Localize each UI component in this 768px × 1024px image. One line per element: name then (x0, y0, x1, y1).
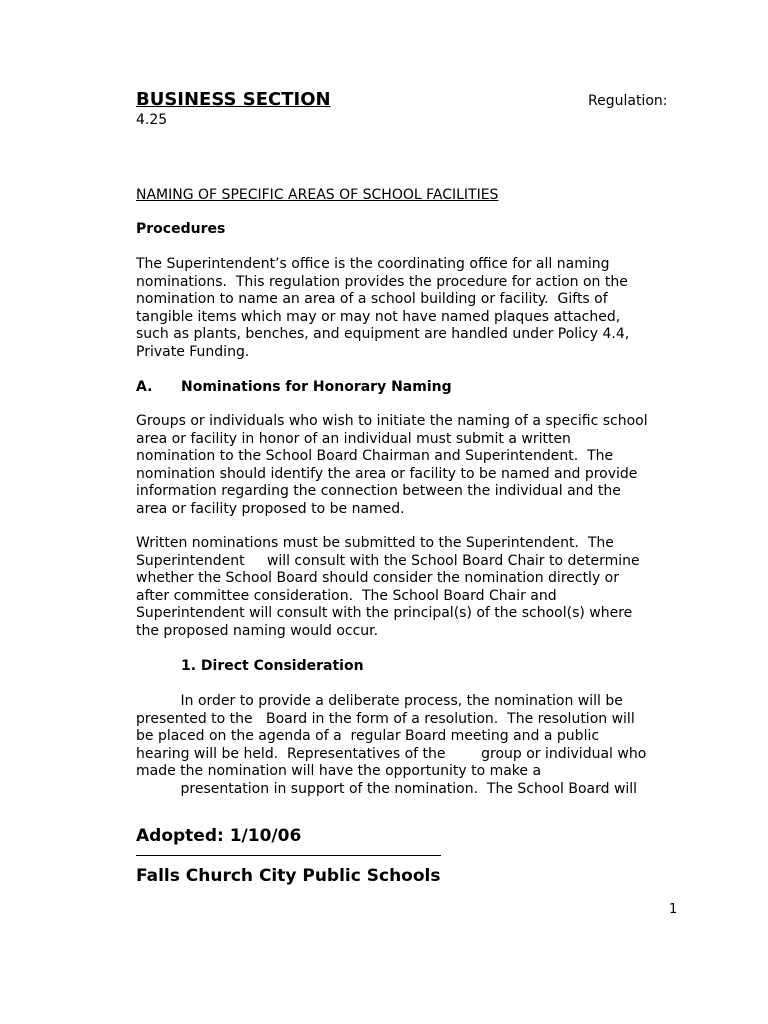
paragraph-line: Written nominations must be submitted to the Superintendent. The (136, 535, 614, 551)
paragraph-line: such as plants, benches, and equipment are handled under Policy 4.4, (136, 326, 630, 342)
paragraph-line: nomination to name an area of a school building or facility. Gifts of (136, 291, 608, 307)
procedures-heading: Procedures (136, 221, 226, 237)
paragraph-line: area or facility proposed to be named. (136, 500, 405, 517)
footer-divider (136, 855, 441, 856)
paragraph-line: Superintendent will consult with the School Board Chair to determine (136, 552, 640, 569)
paragraph-line: the proposed naming would occur. (136, 622, 379, 639)
intro-paragraph (136, 256, 629, 361)
paragraph-line: nominations. This regulation provides the procedure for action on the (136, 273, 628, 290)
paragraph-line: tangible items which may or may not have named plaques attached, (136, 308, 621, 325)
subsection-1-heading: 1. Direct Consideration (181, 658, 364, 674)
paragraph-line: presented to the Board in the form of a resolution. The resolution will (136, 710, 635, 727)
paragraph-line: presentation in support of the nomination. The School Board will (136, 780, 638, 797)
paragraph-line: In order to provide a deliberate process, the nomination will be (136, 693, 623, 709)
subsection-1-paragraph (136, 693, 646, 798)
paragraph-line: Groups or individuals who wish to initiate the naming of a specific school (136, 413, 648, 429)
section-title: BUSINESS SECTION (136, 89, 331, 110)
paragraph-line: made the nomination will have the opportunity to make a (136, 763, 542, 779)
paragraph-line: Superintendent will consult with the principal(s) of the school(s) where (136, 605, 633, 621)
page-number: 1 (669, 902, 678, 917)
paragraph-line: whether the School Board should consider the nomination directly or (136, 570, 620, 586)
paragraph-line: information regarding the connection between the individual and the (136, 483, 621, 499)
paragraph-line: Private Funding. (136, 343, 250, 360)
regulation-label: Regulation: (588, 93, 668, 109)
document-heading: NAMING OF SPECIFIC AREAS OF SCHOOL FACILITIES (136, 187, 499, 203)
section-a-letter: A. (136, 379, 153, 395)
section-a-title: Nominations for Honorary Naming (181, 379, 452, 395)
paragraph-line: be placed on the agenda of a regular Board meeting and a public (136, 728, 600, 744)
paragraph-line: after committee consideration. The School Board Chair and (136, 587, 557, 604)
section-a-paragraph-1 (136, 413, 648, 518)
section-a-paragraph-2 (136, 535, 640, 640)
school-name: Falls Church City Public Schools (136, 866, 441, 886)
paragraph-line: The Superintendent’s office is the coordinating office for all naming (136, 256, 610, 272)
regulation-number: 4.25 (136, 112, 168, 128)
paragraph-line: nomination should identify the area or facility to be named and provide (136, 465, 638, 482)
paragraph-line: hearing will be held. Representatives of the group or individual who (136, 745, 647, 762)
paragraph-line: area or facility in honor of an individual must submit a written (136, 430, 571, 447)
paragraph-line: nomination to the School Board Chairman and Superintendent. The (136, 448, 614, 464)
adopted-date: Adopted: 1/10/06 (136, 826, 302, 846)
